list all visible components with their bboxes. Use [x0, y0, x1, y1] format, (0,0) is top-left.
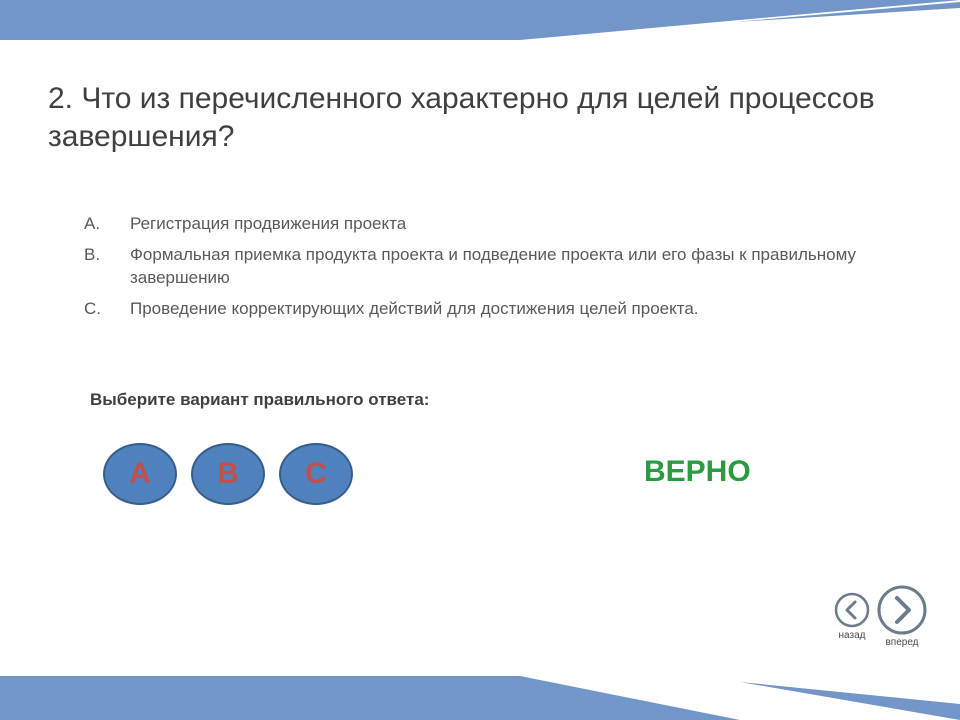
option-text: Регистрация продвижения проекта [130, 214, 407, 233]
option-letter: B. [84, 245, 101, 264]
option-letter: A. [84, 214, 101, 233]
question-title: 2. Что из перечисленного характерно для целей процессов завершения? [48, 82, 875, 153]
options-list [84, 212, 884, 328]
option-text: Проведение корректирующих действий для достижения целей проекта. [130, 299, 699, 318]
verdict-label: ВЕРНО [644, 455, 751, 488]
answer-prompt: Выберите вариант правильного ответа: [90, 390, 430, 409]
chevron-right-icon [877, 585, 927, 635]
chevron-left-icon [834, 592, 870, 628]
answer-b-button[interactable]: B [191, 443, 265, 505]
option-letter: C. [84, 299, 101, 318]
forward-label: вперед [885, 637, 919, 648]
forward-button[interactable] [876, 585, 928, 651]
option-text: Формальная приемка продукта проекта и подведение проекта или его фазы к правильному завершению [130, 245, 856, 287]
option-a [84, 212, 884, 235]
back-button[interactable] [832, 592, 872, 641]
option-c [84, 297, 884, 320]
back-label: назад [838, 630, 866, 641]
option-b [84, 243, 884, 289]
top-decorative-band [0, 0, 960, 44]
bottom-decorative-band [0, 676, 960, 720]
answer-c-button[interactable]: C [279, 443, 353, 505]
answer-a-button[interactable]: A [103, 443, 177, 505]
